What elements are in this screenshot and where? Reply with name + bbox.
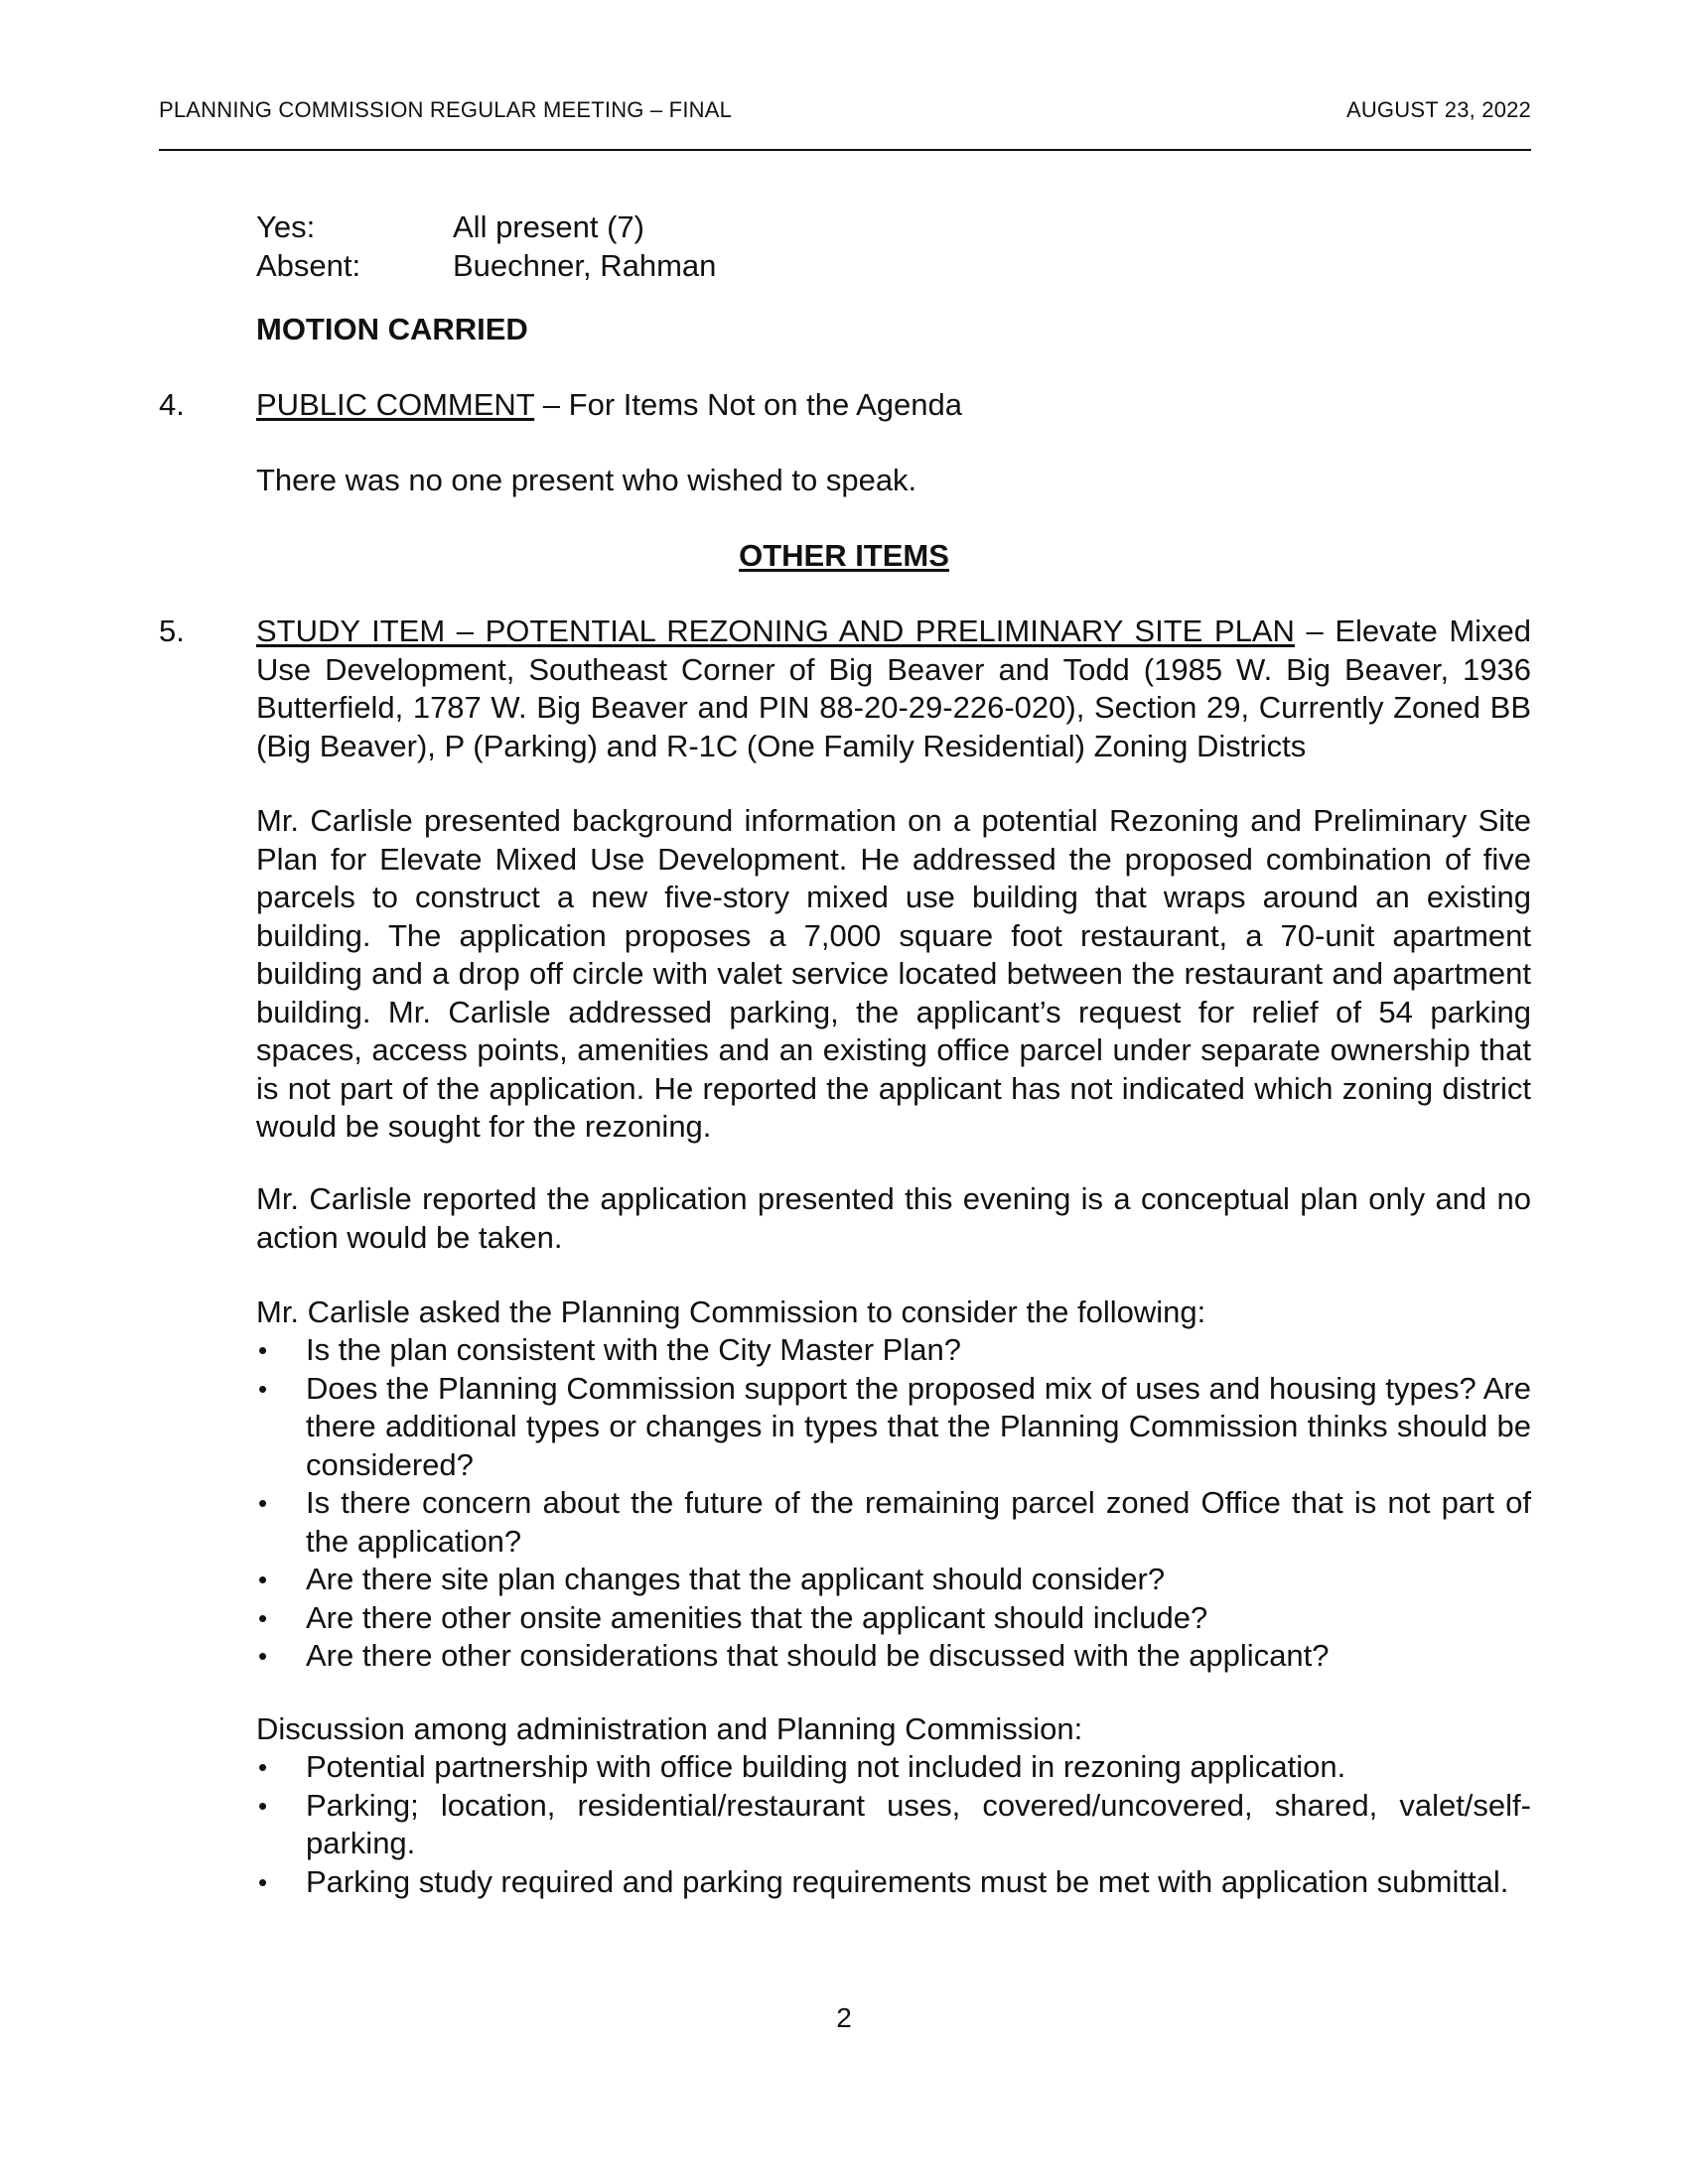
item-4-text: There was no one present who wished to speak. — [256, 463, 917, 497]
list-item-text: Are there site plan changes that the applicant should consider? — [306, 1562, 1166, 1596]
header-date: AUGUST 23, 2022 — [1345, 97, 1531, 122]
list-item — [256, 1748, 1531, 1787]
list-item-text: Is the plan consistent with the City Master Plan? — [306, 1332, 961, 1367]
item-5-title: STUDY ITEM – POTENTIAL REZONING AND PRELIMINARY SITE PLAN — [256, 614, 1295, 648]
item-5-title-suffix: – Elevate Mixed Use Development, Southeast Corner of Big Beaver and Todd (1985 W. Big Beaver, 1936 Butterfield, 1787 W. Big Beaver and PIN 88-20-29-226-020), Section 29, Currently Zoned BB (Big Beaver), P (Parking) and R-1C (One Family Residential) Zoning Districts — [256, 614, 1532, 763]
item-4-number: 4. — [159, 387, 185, 422]
list-item — [256, 1599, 1531, 1638]
vote-absent-label: Absent: — [256, 248, 361, 283]
list-item-text: Are there other considerations that should be discussed with the applicant? — [306, 1638, 1330, 1673]
item-5-paragraph-2: Mr. Carlisle reported the application presented this evening is a conceptual plan only and no action would be taken. — [256, 1181, 1531, 1255]
bullet-icon: • — [258, 1335, 268, 1365]
item-4-heading — [256, 386, 1531, 425]
item-5-heading — [256, 613, 1531, 765]
list-item-text: Parking; location, residential/restaurant uses, covered/uncovered, shared, valet/self-parking. — [306, 1787, 1531, 1860]
list-item — [256, 1370, 1531, 1485]
discussion-list — [256, 1748, 1531, 1901]
bullet-icon: • — [258, 1373, 268, 1404]
discussion-intro: Discussion among administration and Planning Commission: — [256, 1711, 1083, 1746]
item-5-number: 5. — [159, 614, 185, 648]
list-item — [256, 1484, 1531, 1561]
item-4-title-suffix: – For Items Not on the Agenda — [534, 387, 962, 422]
bullet-icon: • — [258, 1752, 268, 1782]
bullet-icon: • — [258, 1641, 268, 1671]
bullet-icon: • — [258, 1488, 268, 1518]
list-item-text: Does the Planning Commission support the proposed mix of uses and housing types? Are there additional types or changes in types that the Planning Commission thinks should be considered? — [306, 1370, 1531, 1482]
item-4-title: PUBLIC COMMENT — [256, 387, 535, 422]
bullet-icon: • — [258, 1602, 268, 1633]
motion-result: MOTION CARRIED — [256, 312, 528, 346]
list-item-text: Potential partnership with office building not included in rezoning application. — [306, 1749, 1346, 1784]
bullet-icon: • — [258, 1790, 268, 1821]
section-heading-other-items: OTHER ITEMS — [739, 538, 949, 573]
list-item — [256, 1561, 1531, 1599]
header-meeting-title: PLANNING COMMISSION REGULAR MEETING – FINAL — [159, 97, 733, 122]
header-divider — [159, 149, 1531, 151]
bullet-icon: • — [258, 1565, 268, 1594]
list-item — [256, 1637, 1531, 1676]
item-5-paragraph-1: Mr. Carlisle presented background information on a potential Rezoning and Preliminary Site Plan for Elevate Mixed Use Development. He addressed the proposed combination of five parcels to construct a new five-story mixed use building that wraps around an existing building. The application proposes a 7,000 square foot restaurant, a 70-unit apartment building and a drop off circle with valet service located between the restaurant and apartment building. Mr. Carlisle addressed parking, the applicant’s request for relief of 54 parking spaces, access points, amenities and an existing office parcel under separate ownership that is not part of the application. He reported the applicant has not indicated which zoning district would be sought for the rezoning. — [256, 803, 1531, 1144]
vote-absent-value: Buechner, Rahman — [453, 248, 717, 283]
vote-yes-label: Yes: — [256, 209, 316, 244]
questions-list — [256, 1331, 1531, 1676]
list-item — [256, 1863, 1531, 1902]
list-item-text: Are there other onsite amenities that the applicant should include? — [306, 1599, 1208, 1635]
list-item-text: Is there concern about the future of the remaining parcel zoned Office that is not part of the application? — [306, 1485, 1531, 1559]
list-item — [256, 1331, 1531, 1370]
questions-intro: Mr. Carlisle asked the Planning Commission to consider the following: — [256, 1295, 1206, 1329]
page-number: 2 — [836, 2002, 852, 2033]
list-item-text: Parking study required and parking requirements must be met with application submittal. — [306, 1863, 1509, 1899]
vote-yes-value: All present (7) — [453, 209, 644, 244]
list-item — [256, 1787, 1531, 1863]
bullet-icon: • — [258, 1866, 268, 1897]
